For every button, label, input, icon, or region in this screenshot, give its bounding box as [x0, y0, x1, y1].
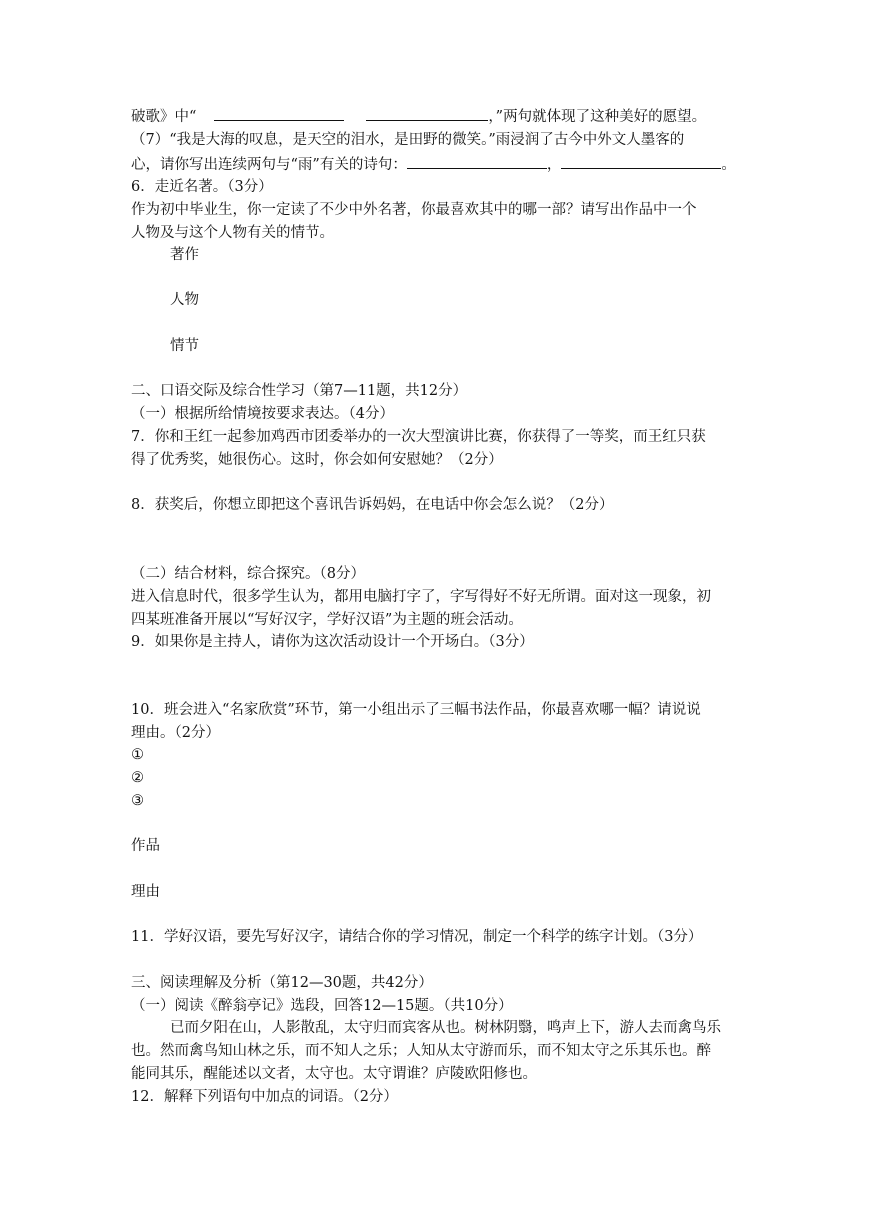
- question-12: 12．解释下列语句中加点的词语。（2分）: [131, 1089, 398, 1105]
- question-6-text: 人物及与这个人物有关的情节。: [131, 225, 334, 241]
- section-3-heading: 三、阅读理解及分析（第12—30题，共42分）: [131, 975, 433, 991]
- passage-text: 已而夕阳在山，人影散乱，太守归而宾客从也。树林阴翳，鸣声上下，游人去而禽鸟乐: [170, 1020, 721, 1036]
- material-text: 进入信息时代，很多学生认为，都用电脑打字了，字写得好不好无所谓。面对这一现象，初: [131, 589, 711, 605]
- question-10-text: 理由。（2分）: [131, 725, 220, 741]
- answer-blank[interactable]: [561, 154, 721, 169]
- answer-blank[interactable]: [407, 154, 547, 169]
- choice-1: ①: [131, 747, 144, 763]
- subsection-2-1: （一）根据所给情境按要求表达。（4分）: [131, 406, 394, 422]
- label-work: 著作: [170, 247, 199, 263]
- question-7-text: 得了优秀奖，她很伤心。这时，你会如何安慰她？（2分）: [131, 452, 503, 468]
- passage-text: 能同其乐，醒能述以文者，太守也。太守谓谁？庐陵欧阳修也。: [131, 1066, 537, 1082]
- answer-blank[interactable]: [366, 106, 488, 121]
- label-artwork: 作品: [131, 838, 160, 854]
- question-6: 6．走近名著。（3分）: [131, 179, 273, 195]
- choice-2: ②: [131, 770, 144, 786]
- question-11: 11．学好汉语，要先写好汉字，请结合你的学习情况，制定一个科学的练字计划。（3分）: [131, 929, 703, 945]
- label-character: 人物: [170, 292, 199, 308]
- line-poem-fill: 破歌》中“ ，”两句就体现了这种美好的愿望。: [131, 106, 706, 127]
- passage-text: 也。然而禽鸟知山林之乐，而不知人之乐；人知从太守游而乐，而不知太守之乐其乐也。醉: [131, 1043, 711, 1059]
- label-plot: 情节: [170, 338, 199, 354]
- question-7: （7）“我是大海的叹息，是天空的泪水，是田野的微笑。”雨浸润了古今中外文人墨客的: [131, 132, 685, 148]
- subsection-2-2: （二）结合材料，综合探究。（8分）: [131, 566, 365, 582]
- question-8: 8．获奖后，你想立即把这个喜讯告诉妈妈，在电话中你会怎么说？（2分）: [131, 497, 614, 513]
- answer-blank[interactable]: [214, 106, 344, 121]
- question-6-text: 作为初中毕业生，你一定读了不少中外名著，你最喜欢其中的哪一部？请写出作品中一个: [131, 202, 697, 218]
- choice-3: ③: [131, 793, 144, 809]
- subsection-3-1: （一）阅读《醉翁亭记》选段，回答12—15题。（共10分）: [131, 998, 513, 1014]
- line-rain-poem: 心，请你写出连续两句与“雨”有关的诗句： ， 。: [131, 154, 736, 175]
- question-7-text: 7．你和王红一起参加鸡西市团委举办的一次大型演讲比赛，你获得了一等奖，而王红只获: [131, 429, 706, 445]
- question-10: 10．班会进入“名家欣赏”环节，第一小组出示了三幅书法作品，你最喜欢哪一幅？请说说: [131, 702, 701, 718]
- label-reason: 理由: [131, 884, 160, 900]
- section-2-heading: 二、口语交际及综合性学习（第7—11题，共12分）: [131, 383, 468, 399]
- question-9: 9．如果你是主持人，请你为这次活动设计一个开场白。（3分）: [131, 634, 534, 650]
- material-text: 四某班准备开展以“写好汉字，学好汉语”为主题的班会活动。: [131, 612, 523, 628]
